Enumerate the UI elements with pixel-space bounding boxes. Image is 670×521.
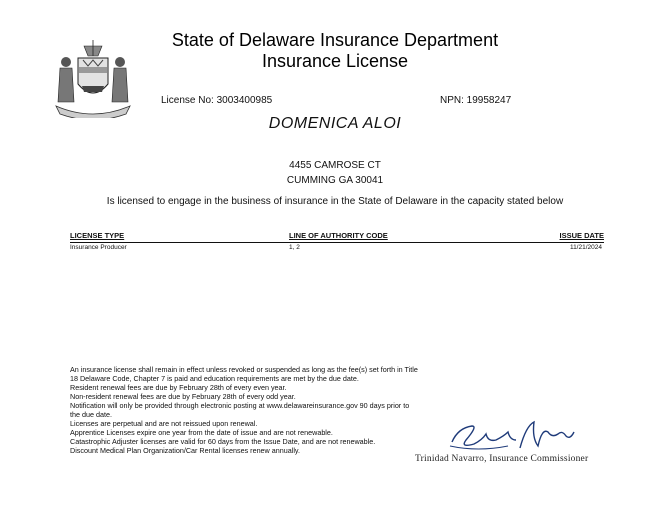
cell-issue-date: 11/21/2024 (569, 244, 602, 251)
cell-line-of-authority: 1, 2 (289, 244, 300, 251)
note-item: Licenses are perpetual and are not reissued upon renewal. (70, 419, 258, 428)
license-number: License No: 3003400985 (161, 95, 273, 106)
note-item: Resident renewal fees are due by February 28th of every even year. (70, 383, 287, 392)
address-line-2: CUMMING GA 30041 (286, 175, 384, 186)
note-item: Catastrophic Adjuster licenses are valid for 60 days from the Issue Date, and are not renewable. (70, 437, 376, 446)
address-line-1: 4455 CAMROSE CT (289, 160, 381, 171)
cell-license-type: Insurance Producer (70, 244, 127, 251)
note-item: Discount Medical Plan Organization/Car Rental licenses renew annually. (70, 446, 300, 455)
document-subtitle: Insurance License (261, 51, 409, 71)
table-header (70, 231, 604, 243)
header-issue-date: ISSUE DATE (559, 231, 604, 240)
npn-number: NPN: 19958247 (440, 95, 512, 106)
header-line-of-authority: LINE OF AUTHORITY CODE (289, 231, 388, 240)
licensee-name: DOMENICA ALOI (268, 115, 402, 132)
license-table (70, 231, 604, 253)
license-statement: Is licensed to engage in the business of insurance in the State of Delaware in the capacity stated below (106, 196, 564, 207)
commissioner-signature (448, 418, 578, 454)
note-item: An insurance license shall remain in effect unless revoked or suspended as long as the fee(s) set forth in Title 18 Delaware Code, Chapter 7 is paid and education requirements are met by the due date. (70, 365, 418, 383)
note-item: Apprentice Licenses expire one year from the date of issue and are not renewable. (70, 428, 333, 437)
commissioner-title: Trinidad Navarro, Insurance Commissioner (415, 454, 589, 464)
table-row (70, 243, 604, 253)
license-notes (70, 365, 420, 455)
note-item: Notification will only be provided through electronic posting at www.delawareinsurance.gov 90 days prior to the due date. (70, 401, 410, 419)
note-item: Non-resident renewal fees are due by February 28th of every odd year. (70, 392, 296, 401)
header-license-type: LICENSE TYPE (70, 231, 125, 240)
document-title: State of Delaware Insurance Department (171, 30, 499, 50)
